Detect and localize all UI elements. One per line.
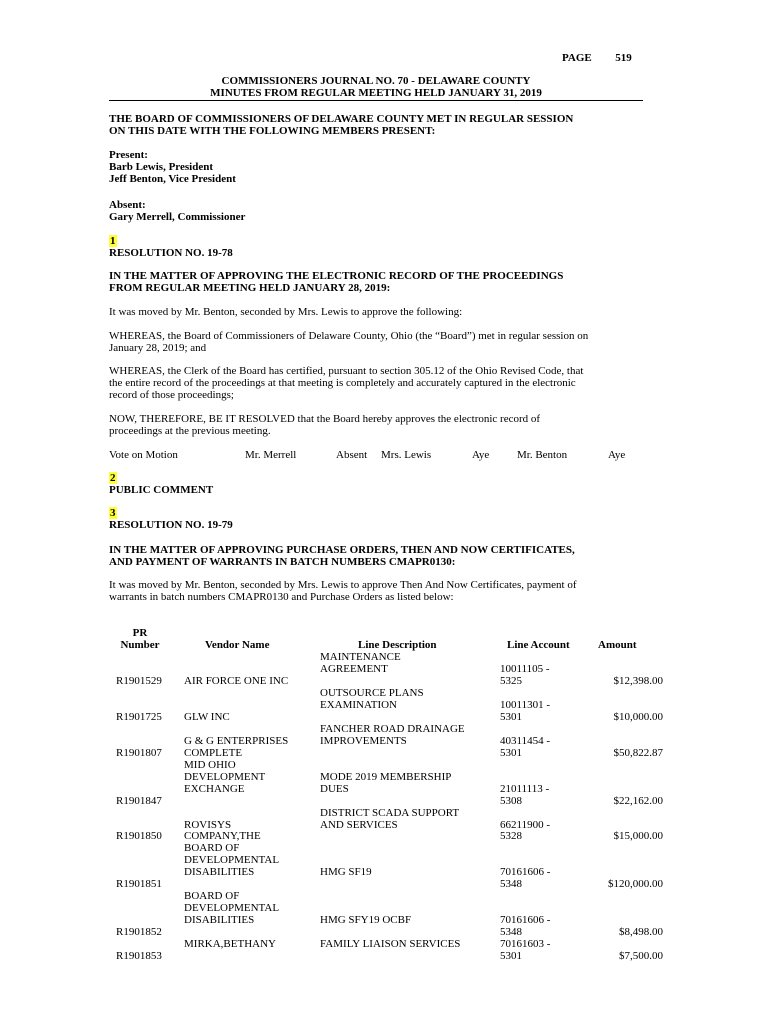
col-header-number: Number — [120, 639, 160, 651]
present-member: Barb Lewis, President — [109, 161, 213, 173]
intro-line-2: ON THIS DATE WITH THE FOLLOWING MEMBERS PRESENT: — [109, 125, 436, 137]
table-cell-desc: FAMILY LIAISON SERVICES — [320, 938, 461, 950]
item3-motion-a: It was moved by Mr. Benton, seconded by Mrs. Lewis to approve Then And Now Certificates, payment of — [109, 579, 577, 591]
table-cell-account: 21011113 - — [500, 783, 550, 795]
vote-merrell: Mr. Merrell — [245, 449, 297, 461]
table-cell-pr: R1901725 — [116, 711, 162, 723]
table-cell-vendor: GLW INC — [184, 711, 230, 723]
header-divider — [109, 100, 643, 101]
absent-label: Absent: — [109, 199, 146, 211]
item3-motion-b: warrants in batch numbers CMAPR0130 and Purchase Orders as listed below: — [109, 591, 454, 603]
table-cell-vendor: COMPLETE — [184, 747, 243, 759]
table-cell-account: 5348 — [500, 926, 522, 938]
table-cell-desc: DUES — [320, 783, 349, 795]
item1-title-1: IN THE MATTER OF APPROVING THE ELECTRONIC RECORD OF THE PROCEEDINGS — [109, 270, 564, 282]
table-cell-vendor: COMPANY,THE — [184, 830, 261, 842]
table-cell-vendor: DISABILITIES — [184, 914, 255, 926]
item1-motion: It was moved by Mr. Benton, seconded by Mrs. Lewis to approve the following: — [109, 306, 463, 318]
table-cell-desc: OUTSOURCE PLANS — [320, 687, 424, 699]
table-cell-account: 10011301 - — [500, 699, 551, 711]
table-cell-pr: R1901847 — [116, 795, 162, 807]
table-cell-vendor: ROVISYS — [184, 819, 232, 831]
table-cell-account: 5301 — [500, 950, 522, 962]
item3-title-2: AND PAYMENT OF WARRANTS IN BATCH NUMBERS CMAPR0130: — [109, 556, 456, 568]
table-cell-amount: $7,500.00 — [619, 950, 663, 962]
page-number: 519 — [615, 52, 632, 64]
table-cell-account: 70161606 - — [500, 914, 551, 926]
vote-label: Vote on Motion — [109, 449, 178, 461]
table-cell-pr: R1901807 — [116, 747, 162, 759]
table-cell-account: 10011105 - — [500, 663, 550, 675]
table-cell-amount: $120,000.00 — [608, 878, 663, 890]
table-cell-desc: IMPROVEMENTS — [320, 735, 407, 747]
absent-member: Gary Merrell, Commissioner — [109, 211, 246, 223]
table-cell-account: 5301 — [500, 711, 522, 723]
resolved-a: NOW, THEREFORE, BE IT RESOLVED that the Board hereby approves the electronic record of — [109, 413, 541, 425]
table-cell-vendor: MID OHIO — [184, 759, 236, 771]
vote-merrell-result: Absent — [336, 449, 368, 461]
table-cell-pr: R1901853 — [116, 950, 162, 962]
table-cell-amount: $15,000.00 — [613, 830, 663, 842]
item-number-1: 1 — [110, 235, 116, 247]
table-cell-vendor: DEVELOPMENT — [184, 771, 266, 783]
whereas-2b: the entire record of the proceedings at that meeting is completely and accurately captured in the electronic — [109, 377, 576, 389]
whereas-2a: WHEREAS, the Clerk of the Board has certified, pursuant to section 305.12 of the Ohio Revised Code, that — [109, 365, 584, 377]
present-member: Jeff Benton, Vice President — [109, 173, 236, 185]
table-cell-account: 40311454 - — [500, 735, 551, 747]
table-cell-vendor: DEVELOPMENTAL — [184, 902, 280, 914]
resolution-19-79: RESOLUTION NO. 19-79 — [109, 519, 233, 531]
present-label: Present: — [109, 149, 148, 161]
table-cell-account: 70161606 - — [500, 866, 551, 878]
table-cell-amount: $50,822.87 — [613, 747, 663, 759]
resolved-b: proceedings at the previous meeting. — [109, 425, 271, 437]
table-cell-desc: HMG SFY19 OCBF — [320, 914, 412, 926]
table-cell-vendor: DEVELOPMENTAL — [184, 854, 280, 866]
item1-title-2: FROM REGULAR MEETING HELD JANUARY 28, 2019: — [109, 282, 391, 294]
table-cell-vendor: BOARD OF — [184, 842, 240, 854]
table-cell-desc: MAINTENANCE — [320, 651, 401, 663]
table-cell-vendor: AIR FORCE ONE INC — [184, 675, 289, 687]
col-header-account: Line Account — [507, 639, 570, 651]
table-cell-desc: DISTRICT SCADA SUPPORT — [320, 807, 460, 819]
table-cell-account: 66211900 - — [500, 819, 551, 831]
table-cell-desc: AND SERVICES — [320, 819, 398, 831]
vote-benton-result: Aye — [608, 449, 626, 461]
item3-title-1: IN THE MATTER OF APPROVING PURCHASE ORDERS, THEN AND NOW CERTIFICATES, — [109, 544, 575, 556]
table-cell-amount: $8,498.00 — [619, 926, 663, 938]
table-cell-desc: MODE 2019 MEMBERSHIP — [320, 771, 452, 783]
table-cell-account: 70161603 - — [500, 938, 551, 950]
table-cell-desc: HMG SF19 — [320, 866, 372, 878]
col-header-amount: Amount — [598, 639, 637, 651]
table-cell-pr: R1901851 — [116, 878, 162, 890]
col-header-pr: PR — [132, 627, 148, 639]
table-cell-pr: R1901852 — [116, 926, 162, 938]
table-cell-desc: AGREEMENT — [320, 663, 388, 675]
intro-line-1: THE BOARD OF COMMISSIONERS OF DELAWARE COUNTY MET IN REGULAR SESSION — [109, 113, 574, 125]
table-cell-vendor: G & G ENTERPRISES — [184, 735, 289, 747]
table-cell-amount: $10,000.00 — [613, 711, 663, 723]
whereas-1b: January 28, 2019; and — [109, 342, 207, 354]
vote-benton: Mr. Benton — [517, 449, 568, 461]
item-number-2: 2 — [110, 472, 116, 484]
whereas-1a: WHEREAS, the Board of Commissioners of Delaware County, Ohio (the “Board”) met in regular session on — [109, 330, 589, 342]
table-cell-account: 5308 — [500, 795, 522, 807]
table-cell-vendor: DISABILITIES — [184, 866, 255, 878]
journal-subtitle: MINUTES FROM REGULAR MEETING HELD JANUARY 31, 2019 — [210, 87, 542, 99]
journal-title: COMMISSIONERS JOURNAL NO. 70 - DELAWARE COUNTY — [221, 75, 531, 87]
resolution-19-78: RESOLUTION NO. 19-78 — [109, 247, 233, 259]
page-label: PAGE — [562, 52, 592, 64]
table-cell-account: 5348 — [500, 878, 522, 890]
table-cell-pr: R1901529 — [116, 675, 162, 687]
table-cell-vendor: MIRKA,BETHANY — [184, 938, 276, 950]
whereas-2c: record of those proceedings; — [109, 389, 234, 401]
table-cell-desc: FANCHER ROAD DRAINAGE — [320, 723, 465, 735]
public-comment-heading: PUBLIC COMMENT — [109, 484, 214, 496]
table-cell-pr: R1901850 — [116, 830, 162, 842]
col-header-vendor: Vendor Name — [205, 639, 270, 651]
table-cell-account: 5328 — [500, 830, 522, 842]
col-header-description: Line Description — [358, 639, 437, 651]
table-cell-vendor: EXCHANGE — [184, 783, 245, 795]
vote-lewis-result: Aye — [472, 449, 490, 461]
vote-lewis: Mrs. Lewis — [381, 449, 432, 461]
table-cell-account: 5325 — [500, 675, 522, 687]
table-cell-amount: $12,398.00 — [613, 675, 663, 687]
table-cell-account: 5301 — [500, 747, 522, 759]
page-number-label — [562, 52, 632, 65]
table-cell-desc: EXAMINATION — [320, 699, 397, 711]
item-number-3: 3 — [110, 507, 116, 519]
table-cell-vendor: BOARD OF — [184, 890, 240, 902]
table-cell-amount: $22,162.00 — [613, 795, 663, 807]
